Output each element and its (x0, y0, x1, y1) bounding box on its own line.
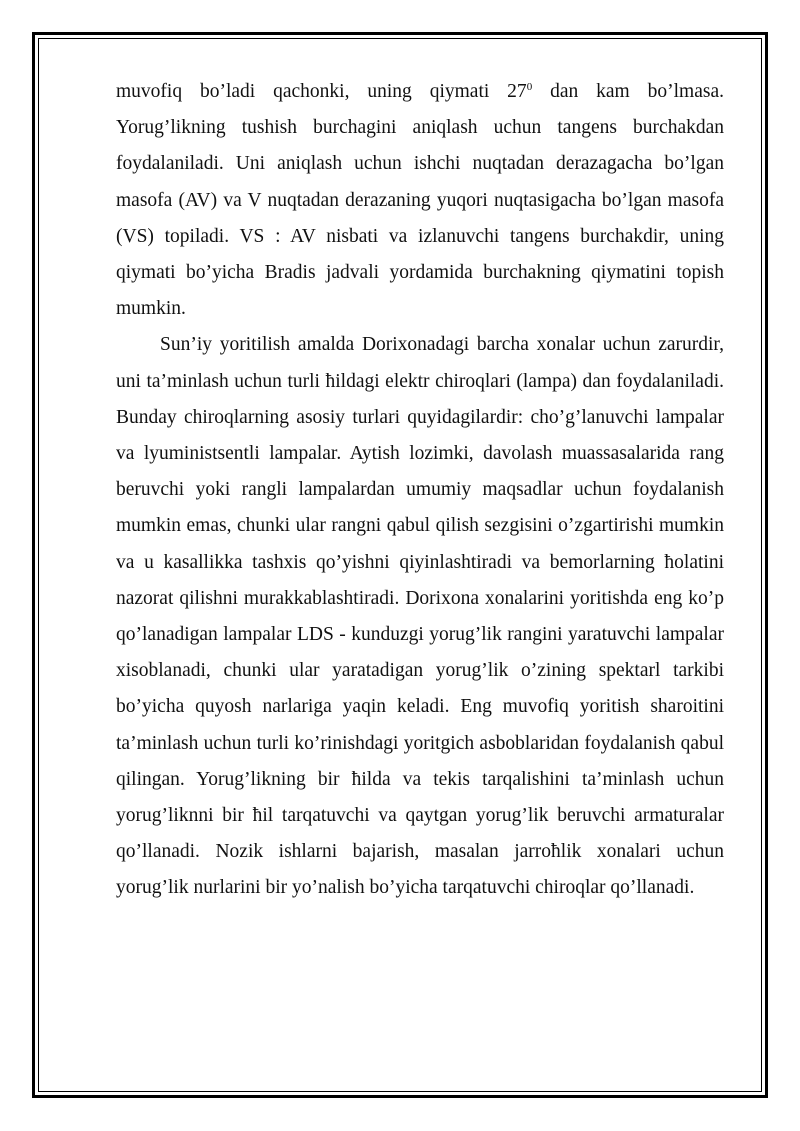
degree-superscript: 0 (526, 81, 533, 93)
paragraph-1-text-start: muvofiq bo’ladi qachonki, uning qiymati 27 (116, 81, 527, 102)
document-body (116, 74, 724, 907)
paragraph-1-text-end: dan kam bo’lmasa. Yorug’likning tushish burchagini aniqlash uchun tangens burchakdan foydalaniladi. Uni aniqlash uchun ishchi nuqtadan derazagacha bo’lgan masofa (AV) va V nuqtadan derazaning yuqori nuqtasigacha bo’lgan masofa (VS) topiladi. VS : AV nisbati va izlanuvchi tangens burchakdir, uning qiymati bo’yicha Bradis jadvali yordamida burchakning qiymatini topish mumkin. (116, 81, 724, 320)
paragraph-2: Sun’iy yoritilish amalda Dorixonadagi barcha xonalar uchun zarurdir, uni ta’minlash uchun turli ħildagi elektr chiroqlari (lampa) dan foydalaniladi. Bunday chiroqlarning asosiy turlari quyidagilardir: cho’g’lanuvchi lampalar va lyuministsentli lampalar. Aytish lozimki, davolash muassasalarida rang beruvchi yoki rangli lampalardan umumiy maqsadlar uchun foydalanish mumkin emas, chunki ular rangni qabul qilish sezgisini o’zgartirishi mumkin va u kasallikka tashxis qo’yishni qiyinlashtiradi va bemorlarning ħolatini nazorat qilishni murakkablashtiradi. Dorixona xonalarini yoritishda eng ko’p qo’lanadigan lampalar LDS - kunduzgi yorug’lik rangini yaratuvchi lampalar xisoblanadi, chunki ular yaratadigan yorug’lik o’zining spektarl tarkibi bo’yicha quyosh narlariga yaqin keladi. Eng muvofiq yoritish sharoitini ta’minlash uchun turli ko’rinishdagi yoritgich asboblaridan foydalanish qabul qilingan. Yorug’likning bir ħilda va tekis tarqalishini ta’minlash uchun yorug’liknni bir ħil tarqatuvchi va qaytgan yorug’lik beruvchi armaturalar qo’llanadi. Nozik ishlarni bajarish, masalan jarroħlik xonalari uchun yorug’lik nurlarini bir yo’nalish bo’yicha tarqatuvchi chiroqlar qo’llanadi. (116, 334, 724, 899)
paragraph-1 (116, 74, 724, 327)
